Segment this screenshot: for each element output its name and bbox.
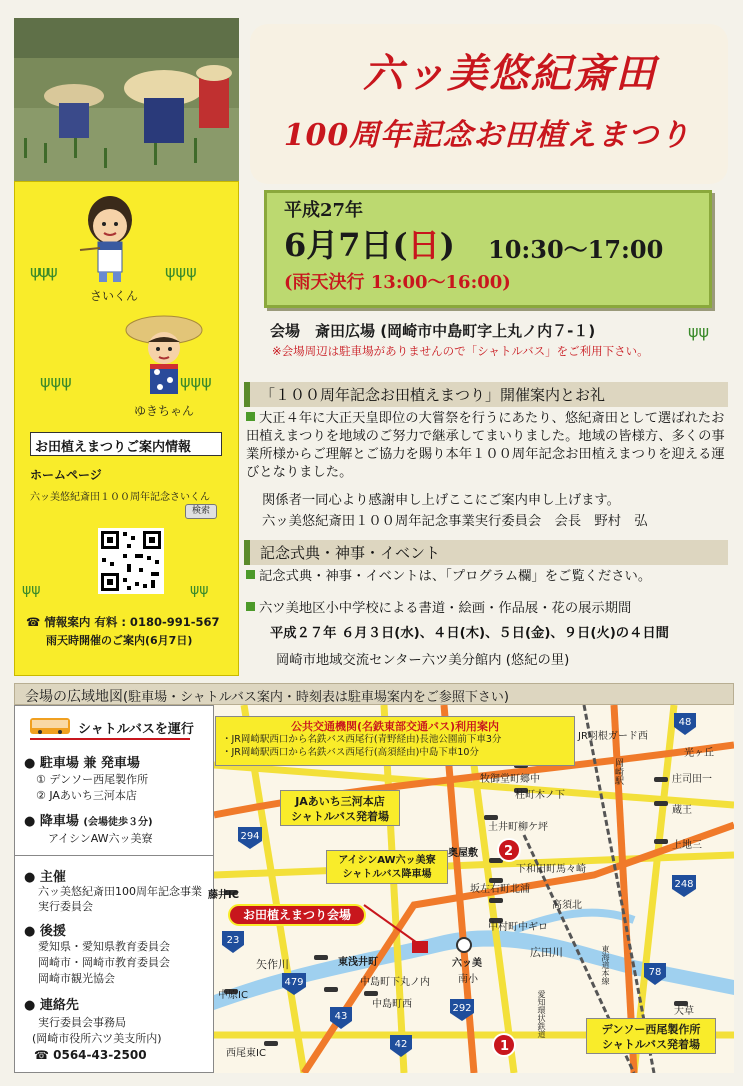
contact-heading: ● 連絡先 — [24, 998, 79, 1013]
section1-para: 大正４年に大正天皇即位の大嘗祭を行うにあたり、悠紀斎田として選ばれたお田植えまつりを地域のご努力で継承してまいりました。地域の皆様方、多くの事業所様からご理解とご協力を賜り本年１００周年記念お田植えまつりを迎える運びとなりました。 — [246, 411, 725, 480]
site-name: 六ッ美悠紀斎田１００周年記念さいくん — [30, 492, 210, 503]
era-year: 平成27年 — [284, 200, 364, 221]
route-48-label: 48 — [678, 717, 692, 728]
org-heading: ● 主催 — [24, 870, 66, 885]
place-label: 坂左右町北浦 — [470, 884, 530, 895]
place-label: 柱町木ノ下 — [515, 790, 565, 801]
place-label: 土井町柳ケ坪 — [488, 822, 548, 833]
aisin-dropoff-box: アイシンAW六ッ美寮 シャトルバス降車場 — [326, 850, 448, 884]
venue-marker — [412, 941, 428, 953]
section2-dates: 平成２７年 ６月３日(水)、４日(木)、５日(金)、９日(火)の４日間 — [270, 626, 669, 641]
svg-text:78: 78 — [648, 967, 662, 978]
legend-divider — [14, 855, 214, 856]
search-button[interactable]: 検索 — [185, 504, 217, 519]
info-heading: お田植えまつりご案内情報 — [30, 432, 222, 456]
phone-sub: 雨天時開催のご案内(6月7日) — [46, 634, 193, 647]
place-label: 高須北 — [552, 900, 582, 911]
marker-2-label: 2 — [504, 844, 514, 859]
drop-heading: ● 降車場 (会場徒歩３分) — [24, 814, 153, 829]
support-1: 愛知県・愛知県教育委員会 — [38, 940, 170, 953]
section2-item2: 六ツ美地区小中学校による書道・絵画・作品展・花の展示期間 — [246, 600, 730, 618]
sprout-icon: ψψ — [190, 582, 209, 598]
place-label: 岡崎駅 — [613, 758, 623, 785]
event-date: 6月7日(日) — [284, 226, 455, 264]
venue-line: 会場 斎田広場 (岡崎市中島町字上丸ノ内７-１) — [270, 322, 596, 340]
section2-heading: 記念式典・神事・イベント — [244, 540, 728, 565]
place-label: 中島町西 — [372, 999, 412, 1010]
svg-text:294: 294 — [240, 831, 260, 842]
ja-shuttle-box: JAあいち三河本店 シャトルバス発着場 — [280, 790, 400, 826]
saikun-label: さいくん — [90, 289, 139, 303]
contact-1: 実行委員会事務局 — [38, 1016, 126, 1029]
parking-heading: ● 駐車場 兼 発車場 — [24, 756, 140, 771]
sprout-icon: ψψψ — [40, 372, 72, 391]
section2-item1: 記念式典・神事・イベントは、「プログラム欄」をご覧ください。 — [246, 568, 730, 586]
contact-2: (岡崎市役所六ツ美支所内) — [32, 1032, 162, 1045]
venue-note: ※会場周辺は駐車場がありませんので「シャトルバス」をご利用下さい。 — [272, 344, 649, 358]
venue-callout: お田植えまつり会場 — [228, 904, 366, 926]
saikun-character — [70, 190, 150, 285]
place-label: 愛知環状鉄道 — [537, 990, 546, 1038]
transit-box: 公共交通機関(名鉄東部交通バス)利用案内 ・JR岡崎駅西口から名鉄バス西尾行(青野経由)長池公園前下車3分 ・JR岡崎駅西口から名鉄バス西尾行(高須経由)中島下車10分 — [215, 716, 575, 766]
svg-text:292: 292 — [452, 1003, 472, 1014]
sprout-icon: ψψψ — [165, 262, 197, 281]
sprout-icon: ψψψ — [30, 262, 56, 281]
bullet-square-icon — [246, 602, 255, 611]
rain-time: (雨天決行 13:00～16:00) — [284, 272, 511, 293]
svg-text:479: 479 — [284, 977, 304, 988]
phone-icon: ☎ — [26, 615, 45, 629]
support-3: 岡崎市観光協会 — [38, 972, 115, 985]
map-header: 会場の広域地図(駐車場・シャトルバス案内・時刻表は駐車場案内をご参照下さい) — [14, 683, 734, 705]
contact-phone: ☎ 0564-43-2500 — [34, 1048, 147, 1062]
event-time: 10:30～17:00 — [488, 235, 664, 264]
bullet-square-icon — [246, 570, 255, 579]
sprout-icon: ψψ — [22, 582, 41, 598]
section1-signature: 六ッ美悠紀斎田１００周年記念事業実行委員会 会長 野村 弘 — [262, 514, 648, 529]
svg-text:42: 42 — [394, 1039, 408, 1050]
place-label: 奥屋敷 — [448, 848, 478, 859]
sub-title: 100周年記念お田植えまつり — [283, 118, 691, 153]
yukichan-label: ゆきちゃん — [134, 404, 195, 418]
homepage-label: ホームページ — [30, 468, 102, 482]
bullet-square-icon — [246, 412, 255, 421]
section1-heading: 「１００周年記念お田植えまつり」開催案内とお礼 — [244, 382, 728, 407]
place-label: 南小 — [458, 974, 478, 985]
place-label: 中原IC — [218, 990, 248, 1001]
org-text: 六ッ美悠紀斎田100周年記念事業実行委員会 — [38, 885, 202, 913]
rice-planting-photo — [14, 18, 239, 181]
place-label: 東海道本線 — [601, 945, 610, 985]
place-label: 牧御堂町郷中 — [480, 774, 540, 785]
sprout-icon: ψψ — [688, 322, 710, 341]
svg-text:43: 43 — [334, 1011, 348, 1022]
qr-code[interactable] — [98, 528, 164, 594]
arrow-line — [30, 738, 190, 740]
place-label: 下和田町馬々崎 — [516, 864, 586, 875]
bus-label: シャトルバスを運行 — [78, 722, 194, 737]
parking-1: ① デンソー西尾製作所 — [36, 773, 149, 786]
main-title: 六ッ美悠紀斎田 — [363, 50, 657, 97]
place-label: 西尾東IC — [226, 1048, 266, 1059]
phone-info: ☎ 情報案内 有料 : 0180-991-567 — [26, 615, 220, 629]
support-heading: ● 後援 — [24, 924, 66, 939]
place-label: 庄司田一 — [672, 774, 712, 785]
parking-2: ② JAあいち三河本店 — [36, 789, 137, 802]
yukichan-character — [122, 312, 207, 400]
section2-place: 岡崎市地域交流センター六ツ美分館内 (悠紀の里) — [276, 653, 570, 668]
svg-text:23: 23 — [226, 935, 240, 946]
place-label: 広田川 — [530, 946, 563, 959]
weekday: 日 — [407, 226, 440, 264]
section1-thanks: 関係者一同心より感謝申し上げここにご案内申し上げます。 — [262, 493, 620, 508]
station-icon — [457, 938, 471, 952]
bus-icon — [30, 718, 70, 734]
marker-1-label: 1 — [500, 1039, 510, 1054]
place-label: 中村町中ギロ — [488, 922, 548, 933]
place-label: 光ヶ丘 — [684, 748, 714, 759]
place-label: 大草 — [674, 1006, 694, 1017]
place-label: 六ッ美 — [452, 958, 482, 969]
drop-place: アイシンAW六ッ美寮 — [48, 832, 153, 845]
place-label: 蔵王 — [672, 805, 692, 816]
support-2: 岡崎市・岡崎市教育委員会 — [38, 956, 170, 969]
sprout-icon: ψψψ — [180, 372, 212, 391]
place-label: 東浅井町 — [338, 957, 378, 968]
svg-text:248: 248 — [674, 879, 694, 890]
place-label: 藤井IC — [208, 890, 240, 901]
denso-shuttle-box: デンソー西尾製作所 シャトルバス発着場 — [586, 1018, 716, 1054]
place-label: JR羽根ガード西 — [578, 731, 648, 742]
place-label: 上地三 — [672, 840, 702, 851]
place-label: 矢作川 — [256, 958, 289, 971]
place-label: 中島町下丸ノ内 — [360, 977, 430, 988]
phone-icon: ☎ — [34, 1048, 54, 1062]
